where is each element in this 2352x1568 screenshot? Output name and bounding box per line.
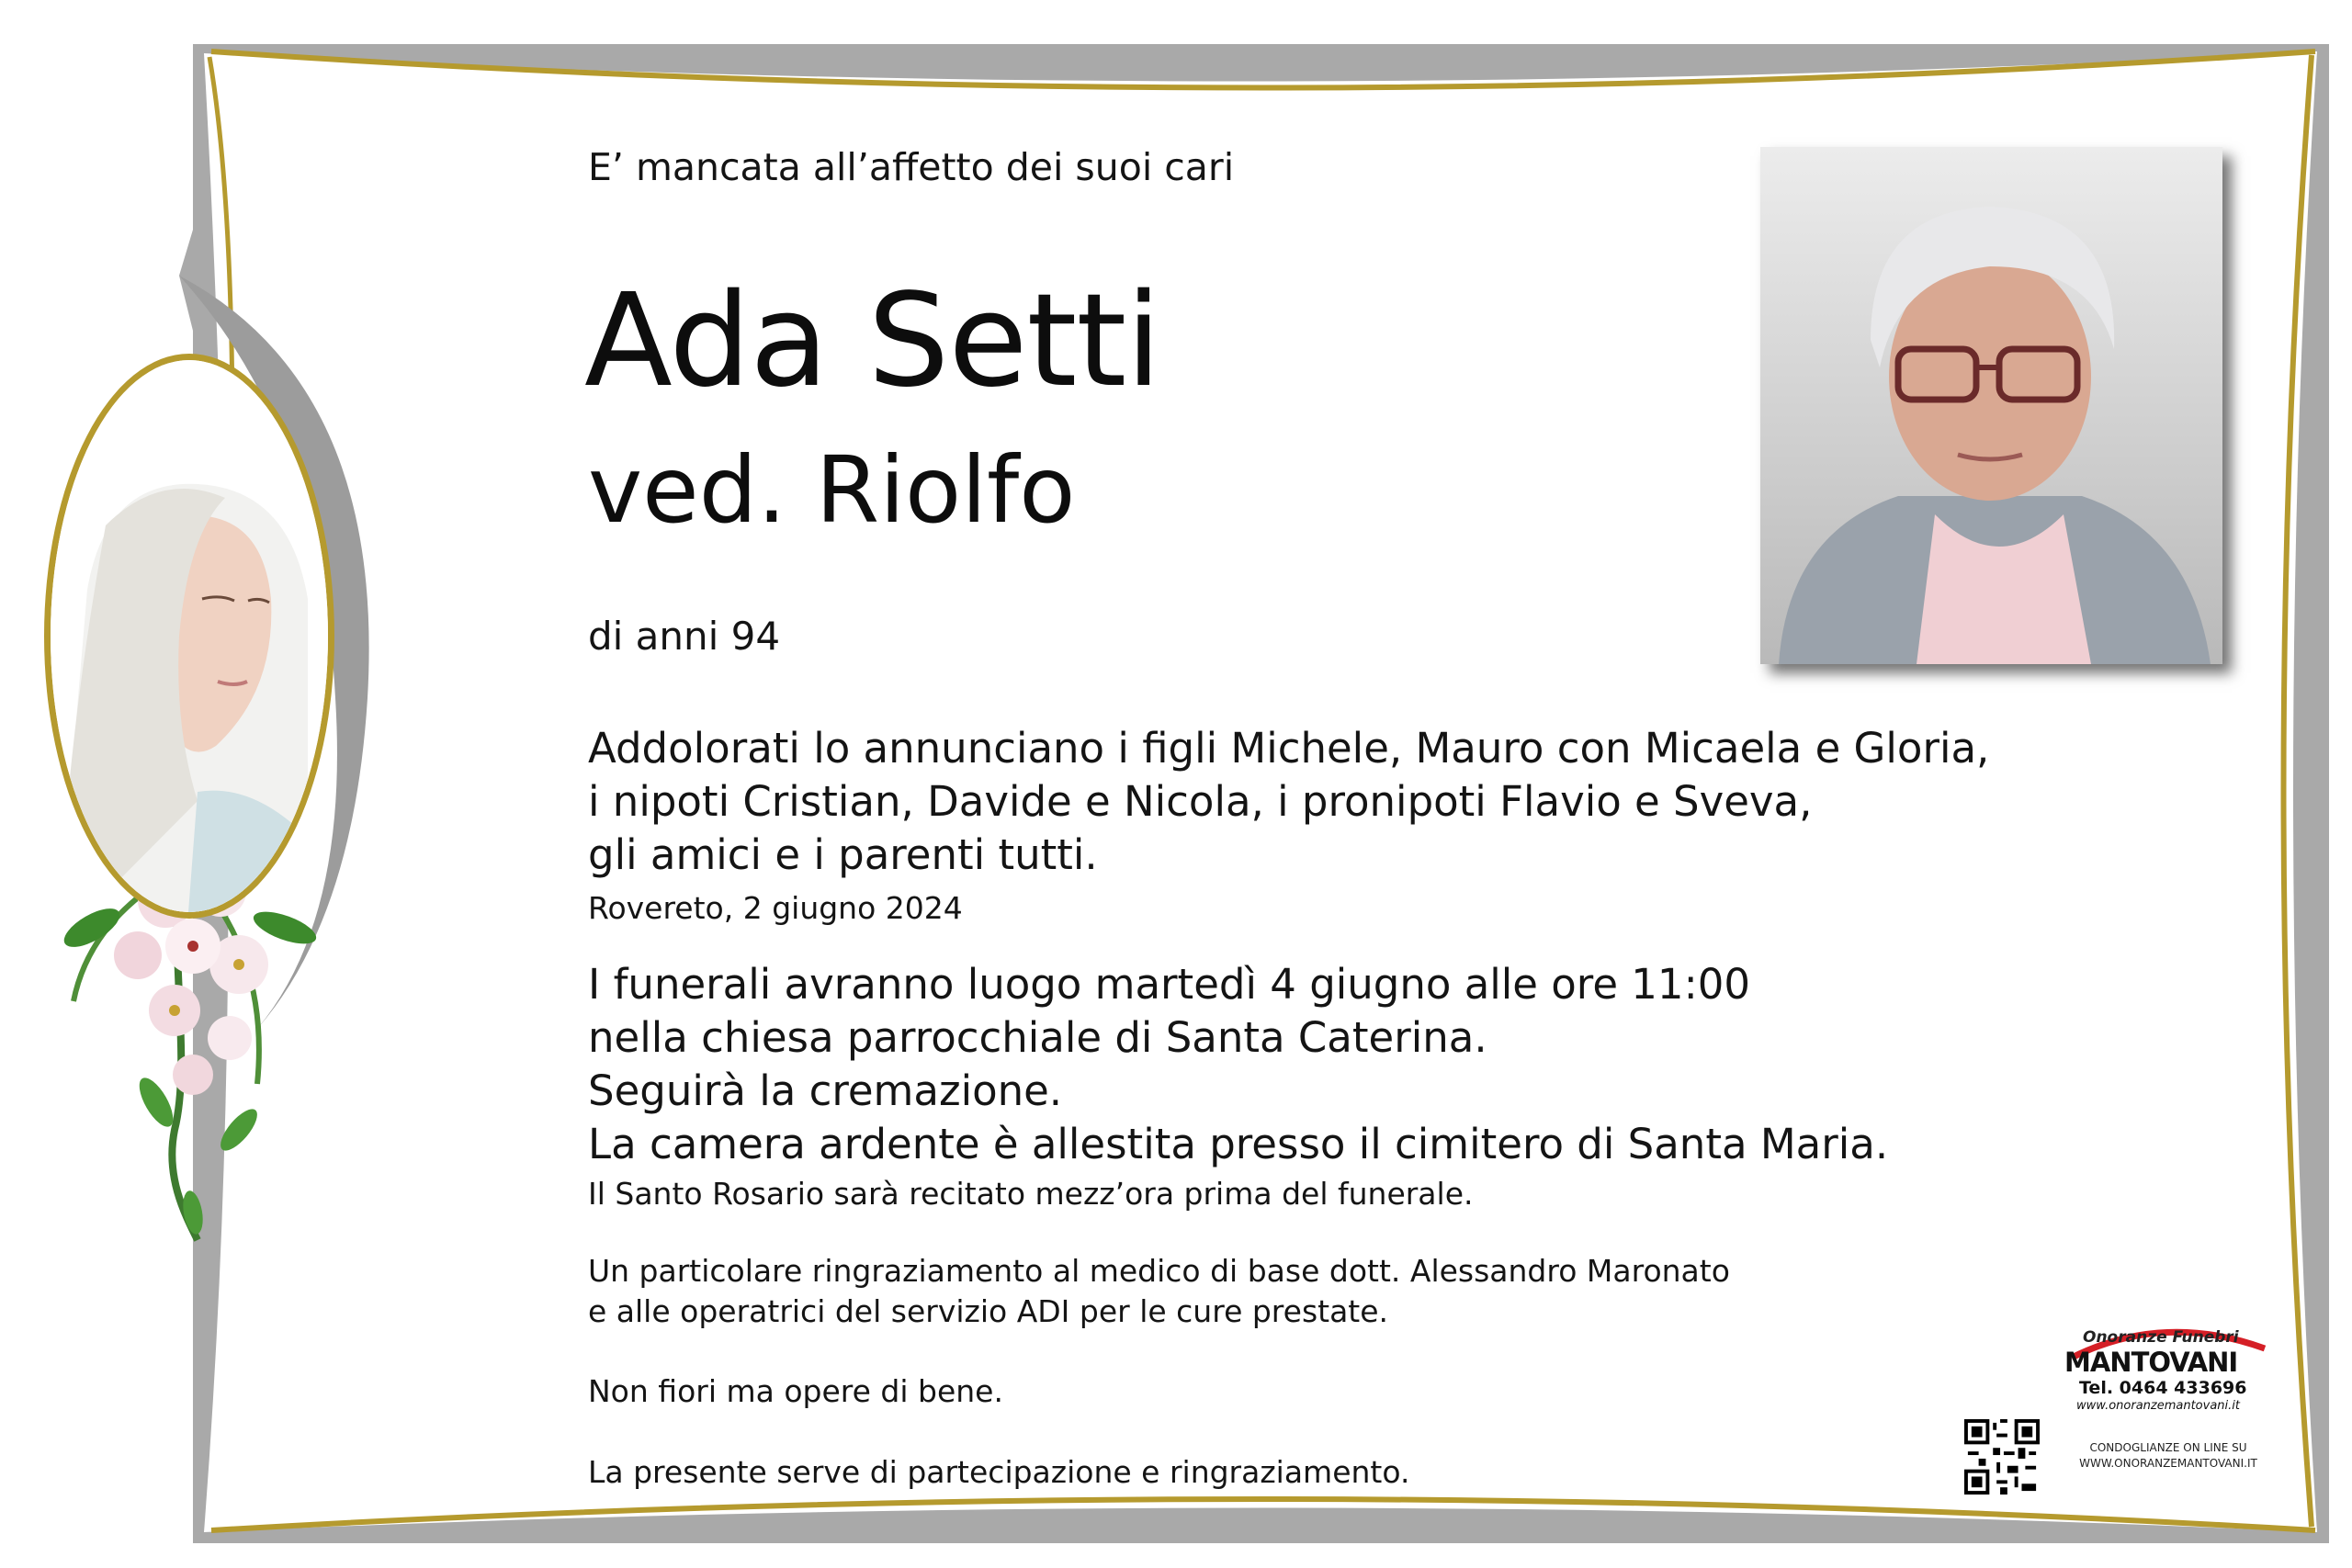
thanks-paragraph <box>588 1251 1730 1332</box>
closing-note: La presente serve di partecipazione e ringraziamento. <box>588 1454 1410 1490</box>
agency-phone: Tel. 0464 433696 <box>2079 1378 2247 1398</box>
agency-line1: Onoranze Funebri <box>2083 1328 2239 1347</box>
announcement-paragraph <box>588 722 1989 882</box>
funeral-line: nella chiesa parrocchiale di Santa Caterina. <box>588 1013 1487 1062</box>
rosary-note: Il Santo Rosario sarà recitato mezz’ora prima del funerale. <box>588 1176 1474 1212</box>
deceased-age: di anni 94 <box>588 614 781 659</box>
deceased-married-name: ved. Riolfo <box>588 436 1076 544</box>
qr-code[interactable] <box>1964 1419 2040 1495</box>
agency-logo <box>2063 1312 2274 1417</box>
condolences-line2[interactable]: WWW.ONORANZEMANTOVANI.IT <box>2079 1457 2257 1470</box>
portrait-photo <box>1760 147 2222 664</box>
announcement-line: i nipoti Cristian, Davide e Nicola, i pronipoti Flavio e Sveva, <box>588 777 1813 826</box>
announcement-line: Addolorati lo annunciano i figli Michele, Mauro con Micaela e Gloria, <box>588 724 1990 773</box>
condolences-online <box>2058 1440 2278 1472</box>
condolences-line1: CONDOGLIANZE ON LINE SU <box>2089 1441 2247 1454</box>
funeral-line: I funerali avranno luogo martedì 4 giugno alle ore 11:00 <box>588 960 1750 1009</box>
deceased-name: Ada Setti <box>584 266 1161 416</box>
thanks-line: Un particolare ringraziamento al medico di base dott. Alessandro Maronato <box>588 1253 1730 1289</box>
funeral-line: La camera ardente è allestita presso il cimitero di Santa Maria. <box>588 1120 1889 1168</box>
agency-name: MANTOVANI <box>2064 1347 2238 1378</box>
thanks-line: e alle operatrici del servizio ADI per le cure prestate. <box>588 1293 1389 1329</box>
place-date: Rovereto, 2 giugno 2024 <box>588 890 963 926</box>
announcement-line: gli amici e i parenti tutti. <box>588 830 1098 879</box>
agency-website: www.onoranzemantovani.it <box>2076 1399 2240 1413</box>
funeral-line: Seguirà la cremazione. <box>588 1066 1063 1115</box>
flowers-note: Non fiori ma opere di bene. <box>588 1373 1003 1409</box>
funeral-paragraph <box>588 958 1888 1171</box>
intro-text: E’ mancata all’affetto dei suoi cari <box>588 145 1235 189</box>
madonna-image <box>44 354 334 919</box>
